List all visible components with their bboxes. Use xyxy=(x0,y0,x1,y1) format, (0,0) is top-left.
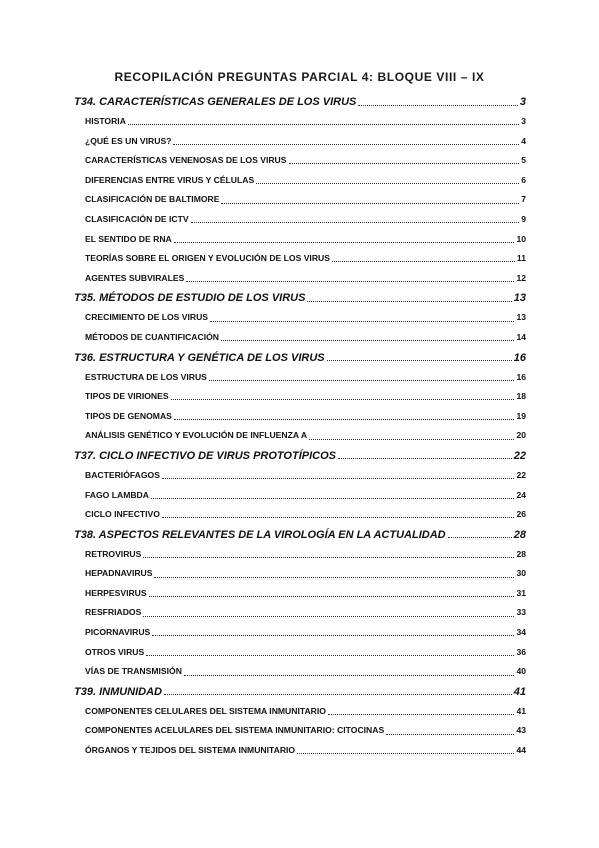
toc-page-number: 41 xyxy=(516,705,526,716)
dot-leader xyxy=(164,694,512,695)
toc-page-number: 31 xyxy=(516,587,526,598)
toc-section-entry[interactable] xyxy=(74,368,526,388)
toc-section-entry[interactable] xyxy=(74,545,526,565)
toc-section-entry[interactable] xyxy=(74,623,526,643)
toc-section-entry[interactable] xyxy=(74,466,526,486)
toc-chapter-entry[interactable] xyxy=(74,288,526,308)
toc-section-entry[interactable] xyxy=(74,387,526,407)
toc-page-number: 13 xyxy=(516,312,526,323)
dot-leader xyxy=(256,183,519,184)
dot-leader xyxy=(173,144,519,145)
dot-leader xyxy=(307,301,511,302)
toc-section-entry[interactable] xyxy=(74,132,526,152)
toc-chapter-entry[interactable] xyxy=(74,446,526,466)
dot-leader xyxy=(162,478,514,479)
toc-section-entry[interactable] xyxy=(74,407,526,427)
toc-entry-title: TIPOS DE VIRIONES xyxy=(85,391,169,402)
toc-page-number: 28 xyxy=(513,528,526,541)
toc-entry-title: T38. ASPECTOS RELEVANTES DE LA VIROLOGÍA EN LA ACTUALIDAD xyxy=(74,528,446,541)
toc-entry-title: T36. ESTRUCTURA Y GENÉTICA DE LOS VIRUS xyxy=(74,351,325,364)
toc-page-number: 3 xyxy=(519,96,526,108)
toc-page-number: 11 xyxy=(516,253,526,264)
toc-section-entry[interactable] xyxy=(74,564,526,584)
toc-page-number: 40 xyxy=(516,666,526,677)
dot-leader xyxy=(327,360,512,361)
toc-page-number: 28 xyxy=(516,548,526,559)
dot-leader xyxy=(149,596,515,597)
toc-entry-title: RESFRIADOS xyxy=(85,607,142,618)
toc-section-entry[interactable] xyxy=(74,171,526,191)
document-title: RECOPILACIÓN PREGUNTAS PARCIAL 4: BLOQUE VIII – IX xyxy=(114,70,485,84)
dot-leader xyxy=(151,498,514,499)
toc-entry-title: HISTORIA xyxy=(85,116,126,126)
toc-entry-title: CARACTERÍSTICAS VENENOSAS DE LOS VIRUS xyxy=(85,155,287,166)
toc-chapter-entry[interactable] xyxy=(74,525,526,545)
dot-leader xyxy=(309,439,514,440)
dot-leader xyxy=(171,399,515,400)
toc-chapter-entry[interactable] xyxy=(74,348,526,368)
toc-page-number: 26 xyxy=(516,509,526,520)
toc-entry-title: TEORÍAS SOBRE EL ORIGEN Y EVOLUCIÓN DE LOS VIRUS xyxy=(85,253,330,264)
toc-entry-title: BACTERIÓFAGOS xyxy=(85,469,160,480)
dot-leader xyxy=(221,203,519,204)
dot-leader xyxy=(338,458,512,459)
toc-section-entry[interactable] xyxy=(74,249,526,269)
toc-page-number: 3 xyxy=(521,116,526,126)
toc-page-number: 9 xyxy=(521,213,526,224)
toc-entry-title: OTROS VIRUS xyxy=(85,646,145,657)
toc-section-entry[interactable] xyxy=(74,210,526,230)
toc-page-number: 6 xyxy=(521,174,526,185)
toc-entry-title: T37. CICLO INFECTIVO DE VIRUS PROTOTÍPICOS xyxy=(74,449,336,462)
toc-page-number: 14 xyxy=(516,331,526,342)
table-of-contents xyxy=(74,92,526,761)
dot-leader xyxy=(152,635,514,636)
dot-leader xyxy=(191,222,520,223)
toc-entry-title: ¿QUÉ ES UN VIRUS? xyxy=(85,135,172,146)
toc-page-number: 12 xyxy=(516,272,526,283)
toc-page-number: 41 xyxy=(513,685,526,698)
toc-page-number: 5 xyxy=(521,155,526,166)
toc-page-number: 36 xyxy=(516,646,526,657)
toc-page-number: 16 xyxy=(516,371,526,382)
toc-page-number: 24 xyxy=(516,489,526,500)
toc-entry-title: MÉTODOS DE CUANTIFICACIÓN xyxy=(85,331,220,342)
toc-section-entry[interactable] xyxy=(74,584,526,604)
toc-entry-title: FAGO LAMBDA xyxy=(85,489,149,500)
toc-section-entry[interactable] xyxy=(74,505,526,525)
dot-leader xyxy=(297,753,514,754)
toc-page-number: 43 xyxy=(516,725,526,736)
toc-page-number: 20 xyxy=(516,430,526,441)
toc-section-entry[interactable] xyxy=(74,721,526,741)
toc-entry-title: CRECIMIENTO DE LOS VIRUS xyxy=(85,312,209,323)
dot-leader xyxy=(210,321,514,322)
toc-entry-title: CICLO INFECTIVO xyxy=(85,509,160,520)
toc-entry-title: T34. CARACTERÍSTICAS GENERALES DE LOS VIRUS xyxy=(74,96,357,108)
toc-chapter-entry[interactable] xyxy=(74,92,526,112)
toc-section-entry[interactable] xyxy=(74,426,526,446)
toc-page-number: 16 xyxy=(513,351,526,364)
dot-leader xyxy=(328,714,514,715)
toc-entry-title: PICORNAVIRUS xyxy=(85,627,151,638)
toc-section-entry[interactable] xyxy=(74,151,526,171)
dot-leader xyxy=(332,261,515,262)
toc-page-number: 19 xyxy=(516,410,526,421)
toc-entry-title: VÍAS DE TRANSMISIÓN xyxy=(85,666,182,677)
toc-page-number: 7 xyxy=(521,194,526,205)
toc-entry-title: COMPONENTES ACELULARES DEL SISTEMA INMUNITARIO: CITOCINAS xyxy=(85,725,385,736)
toc-section-entry[interactable] xyxy=(74,230,526,250)
dot-leader xyxy=(143,616,514,617)
toc-entry-title: T35. MÉTODOS DE ESTUDIO DE LOS VIRUS xyxy=(74,292,306,305)
toc-entry-title: CLASIFICACIÓN DE BALTIMORE xyxy=(85,194,220,205)
toc-section-entry[interactable] xyxy=(74,741,526,761)
toc-page-number: 44 xyxy=(516,745,526,756)
dot-leader xyxy=(184,675,515,676)
toc-section-entry[interactable] xyxy=(74,328,526,348)
toc-page-number: 34 xyxy=(516,627,526,638)
dot-leader xyxy=(448,537,512,538)
dot-leader xyxy=(209,380,515,381)
dot-leader xyxy=(174,419,515,420)
toc-section-entry[interactable] xyxy=(74,702,526,722)
dot-leader xyxy=(221,340,514,341)
toc-entry-title: CLASIFICACIÓN DE ICTV xyxy=(85,213,189,224)
toc-page-number: 13 xyxy=(513,292,526,305)
dot-leader xyxy=(146,655,514,656)
toc-entry-title: AGENTES SUBVIRALES xyxy=(85,272,185,283)
toc-entry-title: COMPONENTES CELULARES DEL SISTEMA INMUNITARIO xyxy=(85,705,326,716)
dot-leader xyxy=(128,124,519,125)
dot-leader xyxy=(174,242,515,243)
toc-entry-title: ÓRGANOS Y TEJIDOS DEL SISTEMA INMUNITARIO xyxy=(85,745,296,756)
toc-entry-title: DIFERENCIAS ENTRE VIRUS Y CÉLULAS xyxy=(85,174,255,185)
dot-leader xyxy=(186,281,514,282)
toc-section-entry[interactable] xyxy=(74,643,526,663)
toc-page-number: 4 xyxy=(521,135,526,146)
toc-section-entry[interactable] xyxy=(74,308,526,328)
dot-leader xyxy=(162,517,514,518)
dot-leader xyxy=(386,734,514,735)
dot-leader xyxy=(358,105,518,106)
toc-entry-title: EL SENTIDO DE RNA xyxy=(85,233,172,244)
dot-leader xyxy=(289,163,520,164)
dot-leader xyxy=(143,557,514,558)
toc-entry-title: TIPOS DE GENOMAS xyxy=(85,410,172,421)
toc-section-entry[interactable] xyxy=(74,190,526,210)
toc-page-number: 22 xyxy=(516,469,526,480)
toc-entry-title: HERPESVIRUS xyxy=(85,587,147,598)
toc-section-entry[interactable] xyxy=(74,603,526,623)
dot-leader xyxy=(154,577,514,578)
toc-section-entry[interactable] xyxy=(74,112,526,132)
toc-entry-title: ESTRUCTURA DE LOS VIRUS xyxy=(85,371,207,382)
toc-page-number: 18 xyxy=(516,391,526,402)
toc-page-number: 22 xyxy=(513,449,526,462)
toc-entry-title: ANÁLISIS GENÉTICO Y EVOLUCIÓN DE INFLUENZA A xyxy=(85,430,308,441)
toc-entry-title: RETROVIRUS xyxy=(85,548,142,559)
toc-entry-title: HEPADNAVIRUS xyxy=(85,568,153,579)
toc-page-number: 33 xyxy=(516,607,526,618)
toc-entry-title: T39. INMUNIDAD xyxy=(74,685,163,698)
toc-page-number: 30 xyxy=(516,568,526,579)
toc-section-entry[interactable] xyxy=(74,662,526,682)
toc-section-entry[interactable] xyxy=(74,486,526,506)
toc-page-number: 10 xyxy=(516,233,526,244)
toc-chapter-entry[interactable] xyxy=(74,682,526,702)
toc-section-entry[interactable] xyxy=(74,269,526,289)
